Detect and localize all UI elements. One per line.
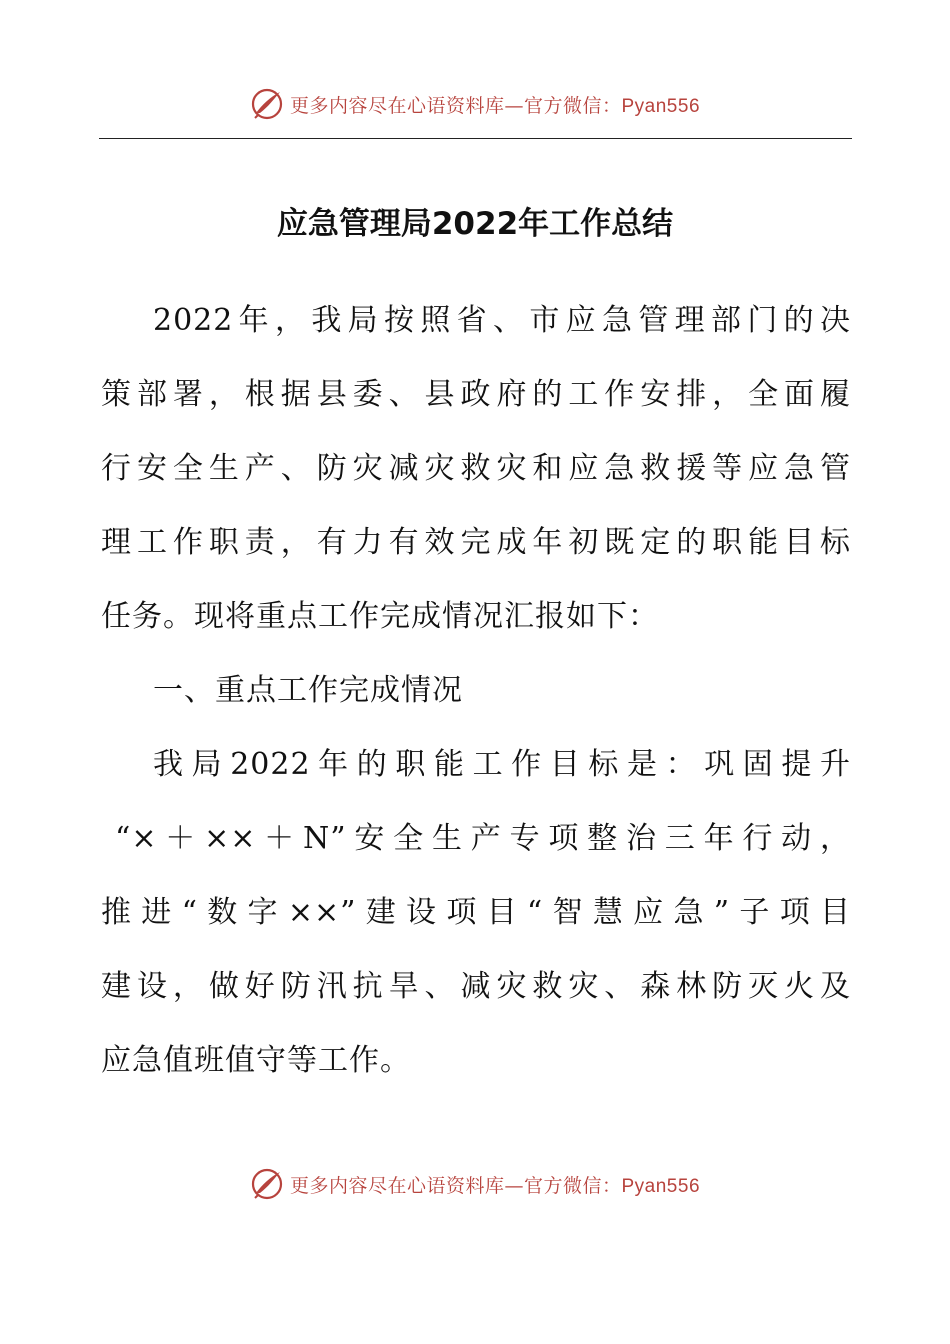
paragraph-line: 任务。现将重点工作完成情况汇报如下： (101, 599, 659, 634)
paragraph-line: 行安全生产、防灾减灾救灾和应急救援等应急管 (101, 451, 851, 486)
paragraph-line: 建设，做好防汛抗旱、减灾救灾、森林防灭火及 (101, 969, 851, 1004)
paragraph-line: “×＋××＋N”安全生产专项整治三年行动， (115, 821, 851, 856)
watermark-text: 更多内容尽在心语资料库—官方微信：Pyan556 (289, 1174, 701, 1197)
paragraph-line: 我局2022年的职能工作目标是：巩固提升 (153, 747, 851, 782)
paragraph-line: 策部署，根据县委、县政府的工作安排，全面履 (101, 377, 851, 412)
paragraph-line: 理工作职责，有力有效完成年初既定的职能目标 (101, 525, 851, 560)
header-watermark (0, 84, 950, 124)
paragraph-line: 2022年，我局按照省、市应急管理部门的决 (153, 303, 851, 338)
paragraph-line: 应急值班值守等工作。 (101, 1043, 411, 1078)
watermark-wechat-id: Pyan556 (621, 95, 701, 117)
watermark-text: 更多内容尽在心语资料库—官方微信：Pyan556 (289, 94, 701, 117)
quill-pen-circle-icon (250, 1167, 284, 1201)
watermark-wechat-id: Pyan556 (621, 1175, 701, 1197)
section-heading: 一、重点工作完成情况 (153, 673, 463, 708)
quill-pen-circle-icon (250, 87, 284, 121)
header-divider (99, 138, 852, 139)
footer-watermark (0, 1164, 950, 1204)
paragraph-line: 推进“数字××”建设项目“智慧应急”子项目 (101, 895, 851, 930)
document-title: 应急管理局2022年工作总结 (276, 206, 674, 242)
document-body (101, 290, 851, 1104)
